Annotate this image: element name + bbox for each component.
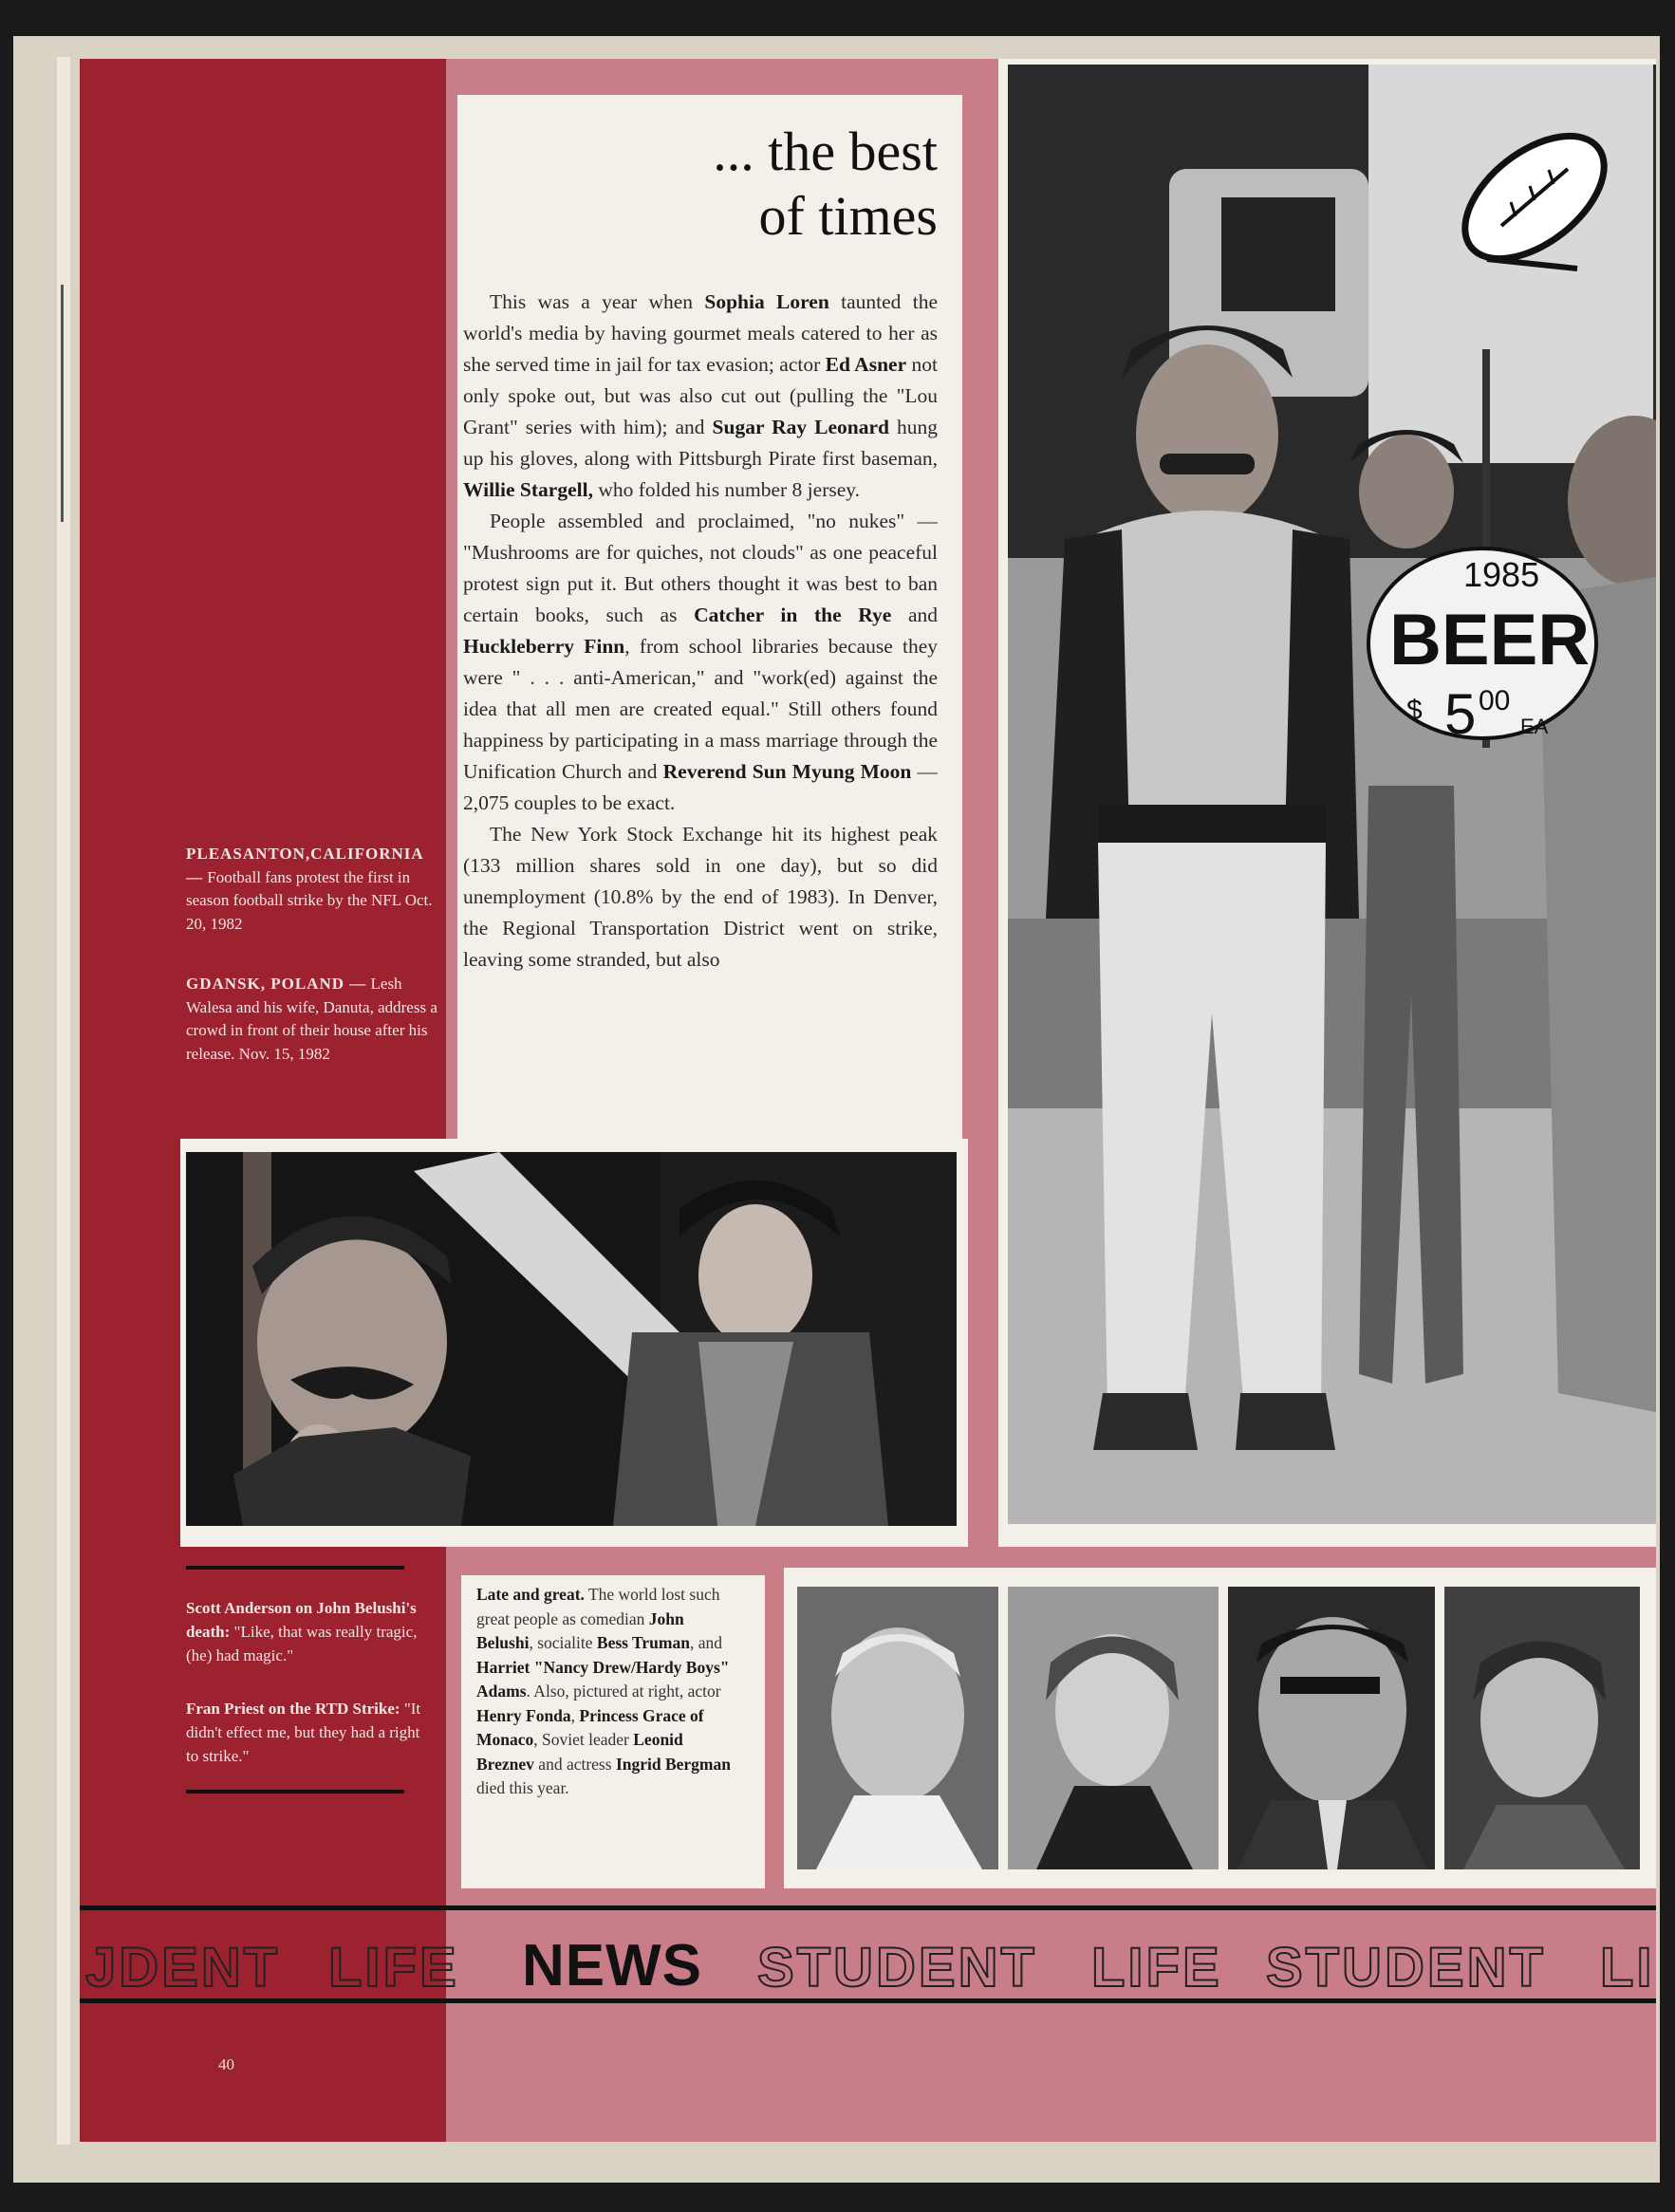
headline-line-2: of times xyxy=(758,185,938,247)
bold-name: John Belushi xyxy=(476,1608,684,1652)
headline-line-1: ... the best xyxy=(713,121,938,182)
band-student-2: STUDENT xyxy=(1266,1937,1546,1998)
bold-name: Huckleberry Finn xyxy=(463,635,625,658)
band-fragment-li: LI xyxy=(1600,1937,1655,1998)
text-run: , socialite xyxy=(529,1633,597,1652)
text-run: , from school libraries because they were " . . . anti-American," and "work(ed) against the idea that all men are created equal." Still others found happiness by participating in a mass marriage through the Unification Church and xyxy=(463,635,938,783)
text-run: This was a year when xyxy=(490,290,705,313)
bold-name: Reverend Sun Myung Moon xyxy=(662,760,912,783)
page-edge xyxy=(57,57,70,2145)
bold-name: Henry Fonda xyxy=(476,1705,571,1725)
text-run: , and xyxy=(689,1633,722,1652)
text-run: who folded his number 8 jersey. xyxy=(592,478,860,501)
page-number: 40 xyxy=(218,2055,234,2073)
quote-rule-bottom xyxy=(186,1790,404,1794)
caption-text: Lesh Walesa and his wife, Danuta, address a crowd in front of their house after his release. Nov. 15, 1982 xyxy=(186,975,437,1063)
text-run: , xyxy=(570,1705,580,1725)
text-run: not only spoke out, but was also cut out (pulling the "Lou Grant" series with him); and xyxy=(463,353,938,438)
sign-price: 5 xyxy=(1444,682,1477,746)
text-run: and actress xyxy=(533,1754,616,1774)
football-protest-photo xyxy=(1008,65,1656,1524)
headline xyxy=(457,120,962,249)
walesa-photo xyxy=(186,1152,957,1526)
text-run: , Soviet leader xyxy=(533,1730,634,1749)
text-run: — 2,075 couples to be exact. xyxy=(463,760,938,814)
late-and-great-box xyxy=(465,1575,746,1888)
bold-name: Leonid Breznev xyxy=(476,1730,683,1774)
bold-name: Ingrid Bergman xyxy=(615,1754,731,1774)
bold-name: Willie Stargell, xyxy=(463,478,593,501)
text-run: and xyxy=(891,604,938,626)
text-run: The world lost such great people as comedian xyxy=(476,1585,720,1628)
quote-speaker: Scott Anderson on John Belushi's death: xyxy=(186,1599,417,1641)
quote-rule-top xyxy=(186,1566,404,1570)
caption-heading: PLEASANTON,CALIFORNIA — xyxy=(186,845,423,886)
spine-mark xyxy=(61,285,64,522)
bold-name: Catcher in the Rye xyxy=(694,604,892,626)
band-line-top xyxy=(80,1905,1656,1910)
sign-year: 1985 xyxy=(1463,555,1540,594)
sign-dollar: $ xyxy=(1406,695,1423,726)
band-life-1: LIFE xyxy=(1091,1937,1222,1998)
text-run: taunted the world's media by having gourmet meals catered to her as she served time in jail for tax evasion; actor xyxy=(463,290,938,376)
bold-name: Sophia Loren xyxy=(704,290,829,313)
text-run: The New York Stock Exchange hit its highest peak (133 million shares sold in one day), but so did unemployment (10.8% by the end of 1983). In Denver, the Regional Transportation District went on strike, leaving some stranded, but also xyxy=(463,823,938,971)
caption-text: Football fans protest the first in season football strike by the NFL Oct. 20, 1982 xyxy=(186,867,433,933)
portrait-ingrid-bergman xyxy=(1444,1587,1640,1869)
band-fragment-life: LIFE xyxy=(328,1937,459,1998)
caption-heading: GDANSK, POLAND — xyxy=(186,975,367,993)
quote-fran-priest xyxy=(186,1697,435,1768)
sign-word: BEER xyxy=(1389,600,1591,680)
walesa-figure xyxy=(233,1216,471,1526)
sign-cents: 00 xyxy=(1479,685,1511,716)
text-run: died this year. xyxy=(476,1778,569,1797)
article-body xyxy=(463,287,938,976)
bold-name: Harriet "Nancy Drew/Hardy Boys" Adams xyxy=(476,1657,730,1701)
news-label: NEWS xyxy=(522,1933,702,1998)
caption-gdansk xyxy=(186,973,442,1066)
crimson-column xyxy=(80,59,446,2142)
quote-scott-anderson xyxy=(186,1596,435,1667)
bold-name: Sugar Ray Leonard xyxy=(712,416,889,438)
quote-text: "Like, that was really tragic, (he) had magic." xyxy=(186,1623,418,1664)
quote-text: "It didn't effect me, but they had a right to strike." xyxy=(186,1700,421,1765)
text-run: People assembled and proclaimed, "no nukes" — "Mushrooms are for quiches, not clouds" as one peaceful protest sign put it. But others thought it was best to ban certain books, such as xyxy=(463,510,938,626)
portrait-princess-grace xyxy=(1008,1587,1219,1869)
article-paragraph xyxy=(463,287,938,506)
band-fragment-jdent: JDENT xyxy=(85,1937,281,1998)
article-paragraph xyxy=(463,819,938,976)
text-run: . Also, pictured at right, actor xyxy=(526,1682,721,1701)
sign-each: EA xyxy=(1520,715,1549,738)
text-run: hung up his gloves, along with Pittsburgh Pirate first baseman, xyxy=(463,416,939,470)
quote-speaker: Fran Priest on the RTD Strike: xyxy=(186,1700,400,1718)
band-student-1: STUDENT xyxy=(757,1937,1037,1998)
portrait-henry-fonda xyxy=(797,1587,998,1869)
portrait-leonid-breznev xyxy=(1228,1587,1435,1869)
bold-name: Ed Asner xyxy=(825,353,907,376)
bold-name: Princess Grace of Monaco xyxy=(476,1705,704,1749)
article-paragraph xyxy=(463,506,938,819)
bold-name: Bess Truman xyxy=(596,1633,690,1652)
bold-name: Late and great. xyxy=(476,1585,585,1604)
caption-pleasanton xyxy=(186,843,442,936)
